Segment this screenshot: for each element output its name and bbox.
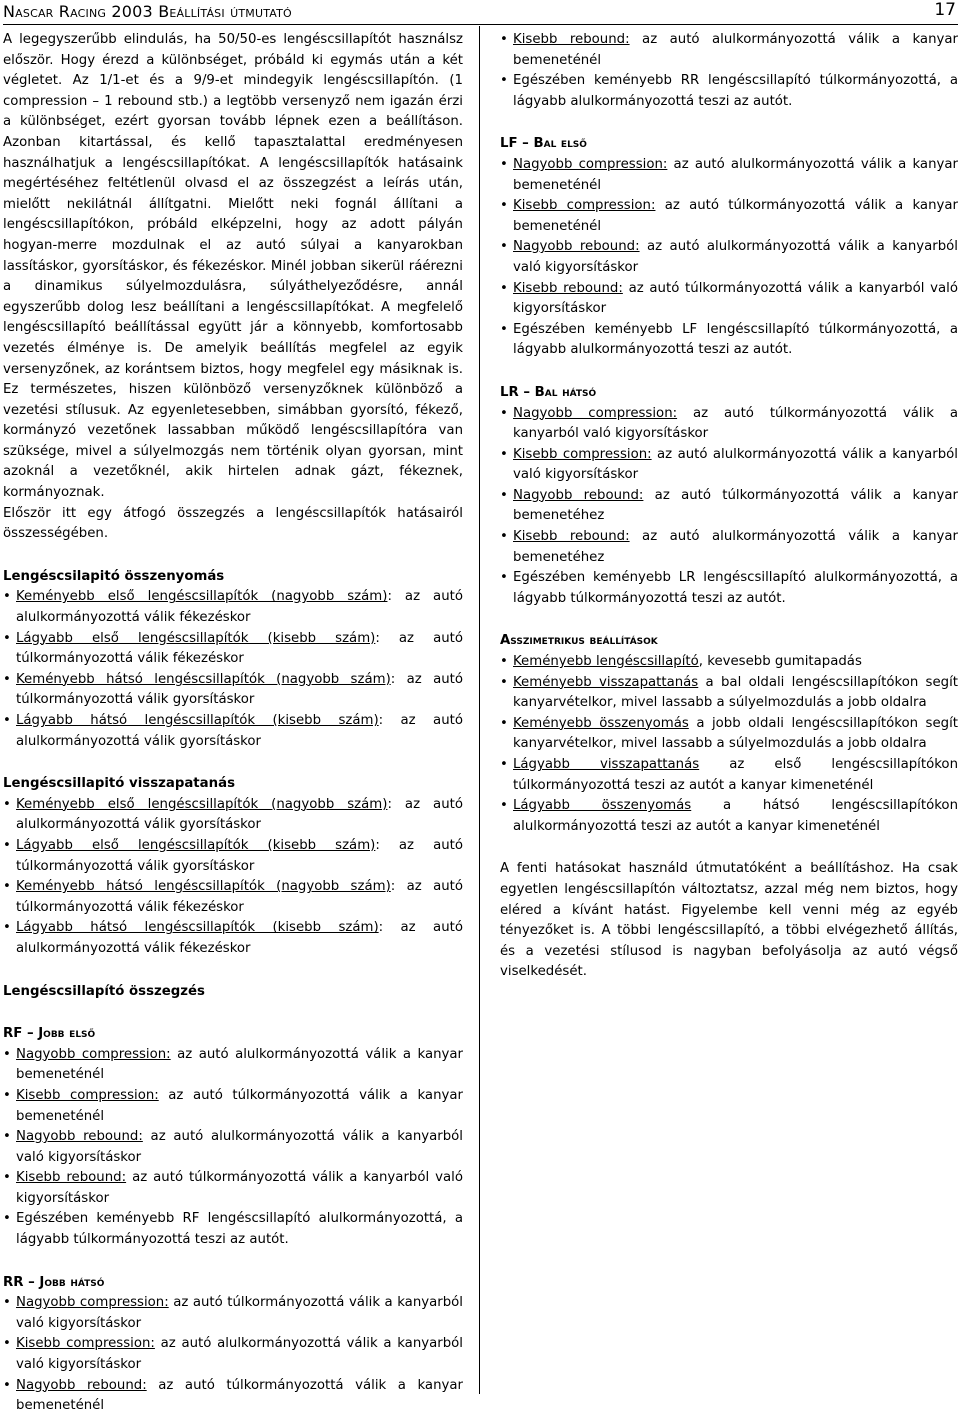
list-item xyxy=(500,71,958,112)
list-item-term: Kisebb rebound: xyxy=(16,1170,127,1186)
list-item-desc: : az autó alulkormányozottá válik gyorsításkor xyxy=(16,796,463,833)
list-item-desc: : az autó alulkormányozottá válik fékezéskor xyxy=(16,920,463,956)
list-item-term: Nagyobb rebound: xyxy=(513,239,640,255)
list-item-term: Keményebb lengéscsillapító xyxy=(513,654,699,670)
list-item-desc: a hátsó lengéscsillapítókon alulkormányozottá teszi az autót a kanyar kimeneténél xyxy=(513,798,958,834)
rebound-heading: Lengéscsillapitó visszapatanás xyxy=(3,776,235,792)
list-item xyxy=(3,918,463,959)
list-item-desc: az autó alulkormányozottá válik a kanyarból való kigyorsításkor xyxy=(16,1129,463,1165)
list-item xyxy=(3,670,463,711)
asym-list xyxy=(500,652,958,837)
lf-list xyxy=(500,155,958,361)
intro-paragraph-2: Először itt egy átfogó összegzés a lengéscsillapítók hatásairól összességében. xyxy=(3,505,463,542)
list-item xyxy=(500,527,958,568)
list-item xyxy=(500,673,958,714)
list-item xyxy=(3,1209,463,1250)
list-item xyxy=(500,568,958,609)
list-item-desc: Egészében keményebb RF lengéscsillapító alulkormányozottá, a lágyabb túlkormányozottá teszi az autót. xyxy=(16,1211,463,1248)
list-item xyxy=(500,652,958,673)
list-item-desc: az autó alulkormányozottá válik a kanyar bemeneténél xyxy=(513,156,958,193)
list-item-term: Kisebb rebound: xyxy=(513,32,630,47)
list-item-desc: az első lengéscsillapítókon túlkormányozottá teszi az autót a kanyar kimeneténél xyxy=(513,757,958,793)
rebound-list xyxy=(3,795,463,960)
list-item-term: Kisebb rebound: xyxy=(513,529,630,545)
list-item-term: Lágyabb hátsó lengéscsillapítók (kisebb szám) xyxy=(16,713,379,728)
list-item xyxy=(500,30,958,71)
list-item xyxy=(500,196,958,237)
list-item-desc: Egészében keményebb LR lengéscsillapító alulkormányozottá, a lágyabb túlkormányozottá teszi az autót. xyxy=(513,570,958,606)
list-item-desc: az autó túlkormányozottá válik a kanyar bemeneténél xyxy=(16,1087,463,1124)
list-item-desc: az autó túlkormányozottá válik a kanyar bemenetéhez xyxy=(513,487,958,524)
list-item-desc: , kevesebb gumitapadás xyxy=(698,654,862,670)
lr-heading: LR – Bal hátsó xyxy=(500,384,597,400)
list-item-term: Kisebb compression: xyxy=(513,198,656,214)
list-item xyxy=(3,1334,463,1375)
list-item xyxy=(3,1293,463,1334)
list-item-desc: az autó alulkormányozottá válik a kanyarból való kigyorsításkor xyxy=(513,446,958,483)
list-item-desc: az autó túlkormányozottá válik a kanyar bemeneténél xyxy=(513,198,958,234)
list-item xyxy=(500,486,958,527)
right-column xyxy=(500,30,958,983)
list-item-term: Keményebb első lengéscsillapítók (nagyobb szám) xyxy=(16,589,388,605)
rr-heading: RR – Jobb hátsó xyxy=(3,1274,105,1290)
list-item-term: Nagyobb compression: xyxy=(16,1046,171,1062)
list-item xyxy=(3,877,463,918)
list-item-desc: az autó túlkormányozottá válik a kanyarból való kigyorsításkor xyxy=(513,280,958,317)
list-item xyxy=(500,755,958,796)
lf-heading: LF – Bal első xyxy=(500,136,587,152)
list-item xyxy=(500,404,958,445)
list-item xyxy=(500,279,958,320)
list-item-term: Lágyabb összenyomás xyxy=(513,798,692,814)
list-item-desc: a bal oldali lengéscsillapítókon segít kanyarvételkor, mivel lassabb a súlyelmozdulás a jobb oldalra xyxy=(513,674,959,711)
list-item-desc: az autó alulkormányozottá válik a kanyarból való kigyorsításkor xyxy=(16,1336,464,1373)
list-item-term: Nagyobb compression: xyxy=(513,405,678,421)
list-item xyxy=(3,1086,463,1127)
list-item-term: Keményebb első lengéscsillapítók (nagyobb szám) xyxy=(16,796,388,812)
list-item-term: Nagyobb compression: xyxy=(16,1295,169,1311)
list-item-desc: : az autó túlkormányozottá válik fékezéskor xyxy=(16,630,463,667)
list-item-desc: az autó túlkormányozottá válik a kanyarból való kigyorsításkor xyxy=(16,1295,463,1331)
list-item-desc: az autó alulkormányozottá válik a kanyar bemenetéhez xyxy=(513,529,958,565)
list-item-term: Lágyabb visszapattanás xyxy=(513,757,700,772)
left-column xyxy=(3,30,463,1417)
column-divider xyxy=(479,26,480,1394)
list-item-desc: az autó túlkormányozottá válik a kanyarból való kigyorsításkor xyxy=(513,405,959,442)
asym-heading: Asszimetrikus beállítások xyxy=(500,633,658,649)
list-item-term: Kisebb compression: xyxy=(513,446,652,462)
list-item-term: Nagyobb rebound: xyxy=(16,1129,143,1145)
list-item-desc: : az autó túlkormányozottá válik gyorsításkor xyxy=(16,671,463,708)
list-item-term: Lágyabb első lengéscsillapítók (kisebb szám) xyxy=(16,630,376,646)
list-item xyxy=(3,1127,463,1168)
list-item-term: Keményebb visszapattanás xyxy=(513,674,699,690)
intro-paragraph: A legegyszerűbb elindulás, ha 50/50-es lengéscsillapítót használsz először. Hogy érezd a különbséget, próbáld ki egymás után a két végletet. Az 1/1-et és a 9/9-et mindegyik lengéscsillapítón. (1 compression – 1 rebound stb.) a legtöbb versenyző nem igazán érzi a különbséget, ezért gyorsan tovább lépnek ezen a beállításon. Azonban kitartással, és kellő tapasztalattal eredményesen használhatjuk a lengéscsillapítókat. A lengéscsillapítók hatásaink megértéséhez feltétlenül olvasd el az összegzést a leírás után, mielőtt nekilátnál állítgatni. Mielőtt neki fognál állítani a lengéscsillapítókon, próbáld elképzelni, hogy az adott pályán hogyan-merre mozdulnak el az autó súlyai a kanyarokban lassításkor, gyorsításkor, és fékezéskor. Minél jobban sikerül ráérezni a dinamikus súlyelmozdulásra, súlyáthelyeződésre, annál egyszerűbb dolog lesz beállítani a lengéscsillapítókat. A megfelelő lengéscsillapító beállítással együtt jár a könnyebb, komfortosabb vezetés élménye is. De amelyik beállítás megfelel az egyik versenyzőnek, az korántsem biztos, hogy megfelel egy másiknak is. Ez természetes, hiszen különböző versenyzőknek különböző a vezetési stílusuk. Az egyenletesebben, simábban gyorsító, fékező, kormányzó vezetőnek lassabban működő lengéscsillapítóra van szüksége, mivel a súlyelmozgás nem történik olyan gyorsan, mint azoknál a vezetőknél, akik hirtelen adnak gázt, fékeznek, kormányoznak. xyxy=(3,32,463,501)
list-item xyxy=(3,629,463,670)
list-item xyxy=(3,711,463,752)
list-item-term: Keményebb hátsó lengéscsillapítók (nagyobb szám) xyxy=(16,671,391,687)
list-item-desc: Egészében keményebb LF lengéscsillapító túlkormányozottá, a lágyabb alulkormányozottá teszi az autót. xyxy=(513,321,958,358)
lr-list xyxy=(500,404,958,610)
list-item-term: Keményebb hátsó lengéscsillapítók (nagyobb szám) xyxy=(16,879,391,895)
list-item xyxy=(3,587,463,628)
list-item-desc: az autó alulkormányozottá válik a kanyar bemeneténél xyxy=(513,32,958,68)
list-item xyxy=(3,836,463,877)
list-item-term: Lágyabb hátsó lengéscsillapítók (kisebb szám) xyxy=(16,920,379,936)
list-item-desc: az autó alulkormányozottá válik a kanyarból való kigyorsításkor xyxy=(513,239,958,275)
list-item-desc: Egészében keményebb RR lengéscsillapító túlkormányozottá, a lágyabb alulkormányozottá teszi az autót. xyxy=(513,73,958,109)
list-item-desc: : az autó túlkormányozottá válik gyorsításkor xyxy=(16,837,463,874)
list-item-desc: a jobb oldali lengéscsillapítókon segít kanyarvételkor, mivel lassabb a súlyelmozdulás a jobb oldalra xyxy=(513,715,958,752)
list-item xyxy=(3,795,463,836)
rr-list xyxy=(3,1293,463,1417)
list-item-term: Kisebb compression: xyxy=(16,1087,159,1103)
list-item-desc: : az autó túlkormányozottá válik fékezéskor xyxy=(16,879,463,915)
list-item xyxy=(500,445,958,486)
rf-list xyxy=(3,1045,463,1251)
rf-heading: RF – Jobb első xyxy=(3,1026,96,1042)
list-item xyxy=(3,1045,463,1086)
list-item-desc: az autó alulkormányozottá válik a kanyar bemeneténél xyxy=(16,1046,463,1083)
list-item-term: Nagyobb rebound: xyxy=(513,487,644,503)
page-number: 17 xyxy=(934,0,956,20)
list-item xyxy=(3,1168,463,1209)
list-item xyxy=(500,237,958,278)
list-item xyxy=(3,1376,463,1417)
list-item-term: Nagyobb rebound: xyxy=(16,1377,147,1393)
list-item-desc: az autó túlkormányozottá válik a kanyarból való kigyorsításkor xyxy=(16,1170,463,1206)
list-item-desc: : az autó alulkormányozottá válik gyorsításkor xyxy=(16,713,463,749)
list-item-term: Lágyabb első lengéscsillapítók (kisebb szám) xyxy=(16,837,376,853)
list-item-term: Nagyobb compression: xyxy=(513,156,668,172)
list-item-term: Keményebb összenyomás xyxy=(513,715,689,731)
list-item-term: Kisebb rebound: xyxy=(513,280,623,296)
rr-list-continued xyxy=(500,30,958,112)
running-title: Nascar Racing 2003 Beállítási útmutató xyxy=(3,2,292,21)
list-item-desc: : az autó alulkormányozottá válik fékezéskor xyxy=(16,589,463,626)
outro-paragraph: A fenti hatásokat használd útmutatóként a beállításhoz. Ha csak egyetlen lengéscsillapítón változtatsz, azzal még nem biztos, hogy eléred a kívánt hatást. Figyelembe kell venni még az egyéb tényezőket is. A többi lengéscsillapító, a többi elvégezhető állítás, és a vezetési stílusod is nagyban befolyásolja az autó végső viselkedését. xyxy=(500,861,958,980)
compression-heading: Lengéscsilapitó összenyomás xyxy=(3,568,225,584)
list-item xyxy=(500,714,958,755)
list-item-term: Kisebb compression: xyxy=(16,1336,155,1352)
list-item xyxy=(500,155,958,196)
list-item xyxy=(500,320,958,361)
page-header xyxy=(3,0,958,25)
list-item-desc: az autó túlkormányozottá válik a kanyar bemeneténél xyxy=(16,1377,463,1414)
compression-list xyxy=(3,587,463,752)
list-item xyxy=(500,796,958,837)
summary-heading: Lengéscsillapító összegzés xyxy=(3,983,205,999)
